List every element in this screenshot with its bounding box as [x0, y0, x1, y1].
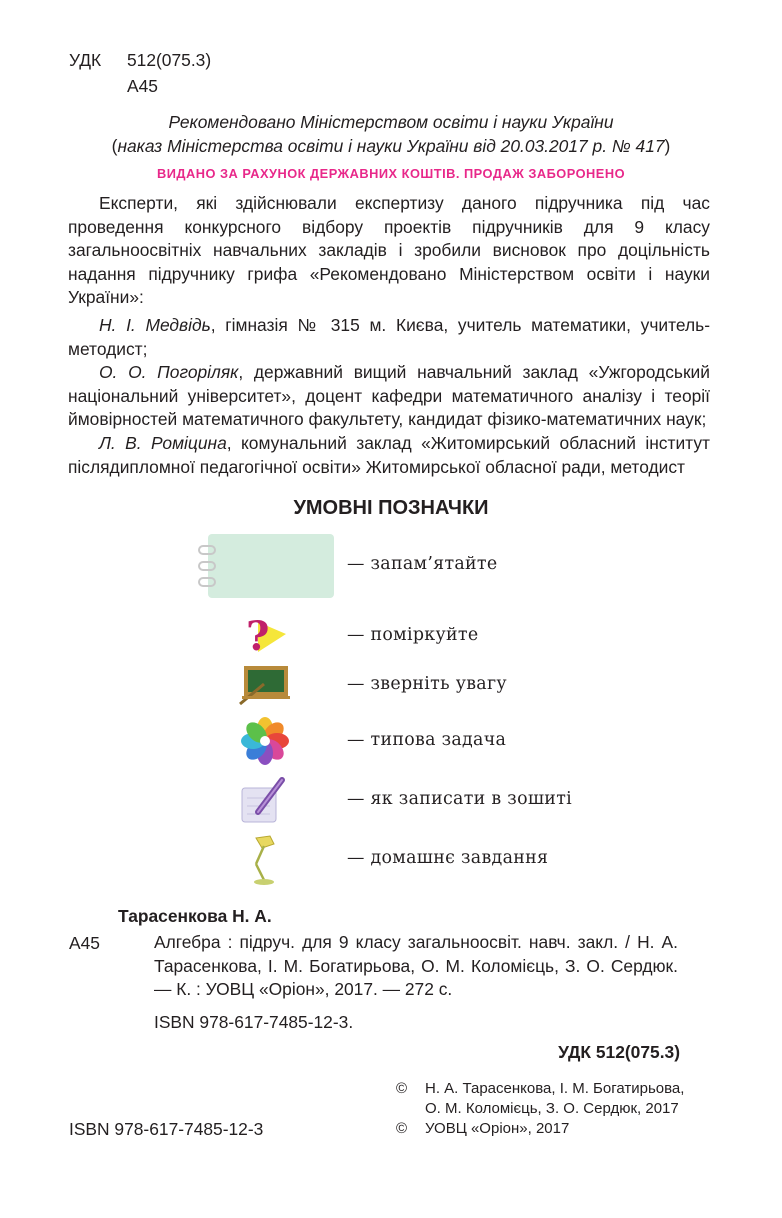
question-mark-icon — [244, 612, 288, 663]
chalkboard-icon — [238, 662, 292, 711]
legend-label: — типова задача — [347, 730, 507, 750]
expert-description: , гімназія № 315 м. Києва, учитель математики, учитель-методист; — [68, 314, 710, 359]
notebook-pen-icon — [238, 774, 288, 831]
copyright-symbol: © — [396, 1120, 408, 1137]
catalog-udk: УДК 512(075.3) — [558, 1042, 680, 1062]
expert-item — [68, 314, 710, 361]
recommendation-line-2 — [0, 134, 782, 158]
expert-name: Н. І. Медвідь — [99, 314, 211, 335]
legend-item-homework — [0, 832, 782, 892]
expert-description: , державний вищий навчальний заклад «Ужгородський національний університет», доцент кафедри математичного аналізу і теорії ймовірностей математичного факультету, кандидат фізико-математичних наук; — [68, 362, 710, 430]
copyright-symbol: © — [396, 1080, 408, 1097]
expert-description: , комунальний заклад «Житомирський обласний інститут післядипломної педагогічної освіти» Житомирської обласної ради, методист — [68, 432, 710, 477]
notepad-icon — [196, 532, 338, 605]
legend-label: — домашнє завдання — [347, 848, 549, 868]
legend-item-attention — [0, 660, 782, 720]
catalog-description: Алгебра : підруч. для 9 класу загальноосвіт. навч. закл. / Н. А. Тарасенкова, І. М. Богатирьова, О. М. Коломієць, З. О. Сердюк. — К. : УОВЦ «Оріон», 2017. — 272 с. — [154, 932, 678, 1000]
legend-label: — запам’ятайте — [347, 554, 498, 574]
udk-code: 512(075.3) — [127, 50, 212, 70]
copyright-publisher: УОВЦ «Оріон», 2017 — [425, 1120, 570, 1137]
paren-open: ( — [111, 136, 118, 156]
desk-lamp-icon — [248, 834, 280, 891]
legend-label: — як записати в зошиті — [347, 789, 572, 809]
expert-name: Л. В. Роміцина — [99, 432, 227, 453]
svg-text:?: ? — [246, 613, 270, 658]
copyright-authors-line-1: Н. А. Тарасенкова, І. М. Богатирьова, — [425, 1080, 685, 1097]
flower-icon — [240, 716, 290, 771]
catalog-authors: Тарасенкова Н. А. — [118, 906, 272, 926]
legend-item-remember — [0, 532, 782, 592]
copyright-authors-line-2: О. М. Коломієць, З. О. Сердюк, 2017 — [425, 1100, 679, 1117]
catalog-index: А45 — [69, 933, 100, 953]
legend-label: — поміркуйте — [347, 625, 479, 645]
expert-name: О. О. Погоріляк — [99, 362, 239, 383]
not-for-sale-notice: ВИДАНО ЗА РАХУНОК ДЕРЖАВНИХ КОШТІВ. ПРОДАЖ ЗАБОРОНЕНО — [156, 166, 626, 181]
expert-item — [68, 361, 710, 432]
catalog-isbn: ISBN 978-617-7485-12-3. — [154, 1012, 354, 1032]
udk-label: УДК — [69, 50, 102, 70]
legend-label: — зверніть увагу — [347, 674, 507, 694]
isbn-bottom: ISBN 978-617-7485-12-3 — [69, 1119, 264, 1139]
legend-item-notebook — [0, 772, 782, 832]
order-reference: наказ Міністерства освіти і науки України від 20.03.2017 р. № 417 — [117, 136, 665, 156]
legend-title: УМОВНІ ПОЗНАЧКИ — [293, 497, 489, 519]
paren-close: ) — [664, 136, 671, 156]
recommendation-line-1: Рекомендовано Міністерством освіти і науки України — [168, 112, 614, 132]
experts-intro: Експерти, які здійснювали експертизу даного підручника під час проведення конкурсного відбору проектів підручників для 9 класу загальноосвітніх навчальних закладів і зробили висновок про доцільність надання підручнику грифа «Рекомендовано Міністерством освіти і науки України»: — [68, 193, 710, 308]
legend-item-typical-task — [0, 714, 782, 774]
library-index: А45 — [127, 76, 158, 96]
experts-section — [68, 192, 710, 479]
expert-item — [68, 432, 710, 479]
